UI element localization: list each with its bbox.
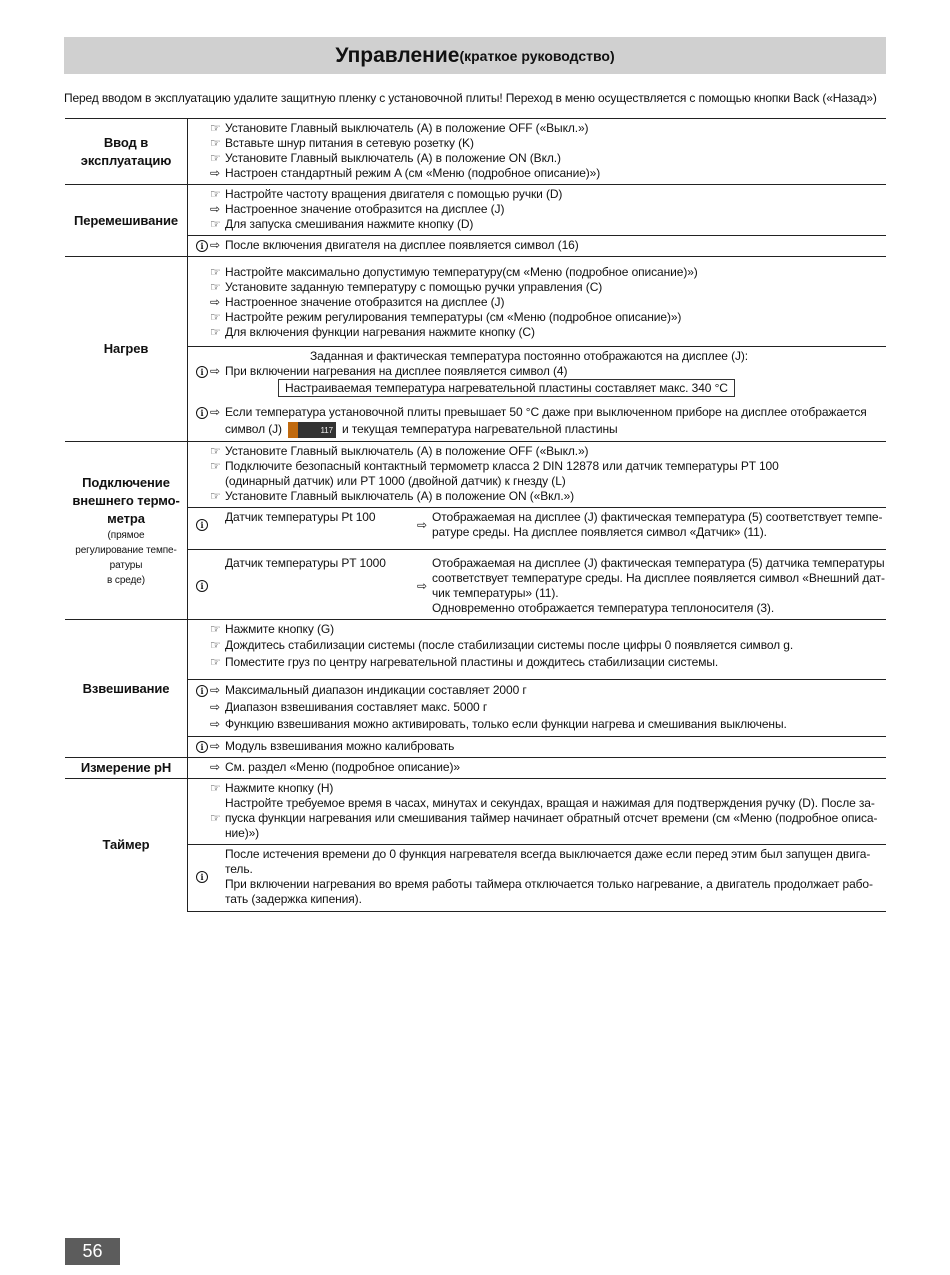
arrow-right-icon: ⇨ xyxy=(210,405,220,419)
page-subtitle: (краткое руководство) xyxy=(459,47,615,64)
content-ext-thermometer xyxy=(188,442,887,508)
arrow-right-icon: ⇨ xyxy=(210,238,220,252)
info-icon: i xyxy=(196,519,208,531)
step: ☞ Нажмите кнопку (G) xyxy=(210,622,334,636)
result: ⇨ См. раздел «Меню (подробное описание)» xyxy=(210,760,460,774)
info-icon: i xyxy=(196,685,208,697)
pointing-hand-icon: ☞ xyxy=(210,489,221,503)
heading-heating-label: Нагрев xyxy=(103,341,149,356)
row-weighing-info xyxy=(65,680,886,737)
row-pt1000 xyxy=(65,550,886,620)
pointing-hand-icon: ☞ xyxy=(210,444,221,458)
heading-stirring-label: Перемешивание xyxy=(73,212,179,228)
pointing-hand-icon: ☞ xyxy=(210,217,221,231)
info-icon: i xyxy=(196,580,208,592)
pt100-line: i Датчик температуры Pt 100 ⇨ Отображаемая на дисплее (J) фактическая температура (5) соответствует темпе- ратуре среды. На дисплее появляется символ «Датчик» (11). xyxy=(196,510,886,540)
hot-surface-display-image: 117 xyxy=(288,422,336,438)
row-ph xyxy=(65,758,886,779)
pointing-hand-icon: ☞ xyxy=(210,622,221,636)
pointing-hand-icon: ☞ xyxy=(210,459,221,473)
content-heating xyxy=(188,257,887,347)
arrow-right-icon: ⇨ xyxy=(210,739,220,753)
row-heating-info xyxy=(65,347,886,442)
info-line: i ⇨ Модуль взвешивания можно калибровать xyxy=(196,739,886,754)
arrow-right-icon: ⇨ xyxy=(417,517,427,532)
step: ☞ Установите Главный выключатель (A) в положение ON (Вкл.) xyxy=(210,151,561,165)
row-heating xyxy=(65,257,886,347)
pointing-hand-icon: ☞ xyxy=(210,310,221,324)
pointing-hand-icon: ☞ xyxy=(210,811,221,825)
page-number: 56 xyxy=(65,1238,120,1265)
step: ☞ Подключите безопасный контактный термометр класса 2 DIN 12878 или датчик температуры PT 100 xyxy=(210,459,779,473)
info-line: i После истечения времени до 0 функция нагревателя всегда выключается даже если перед этим был запущен двига- тель. При включении нагревания во время работы таймера отключается только нагревание, а двигатель продолжает рабо- тать (задержка кипения). xyxy=(196,847,886,907)
step: ☞ Настройте максимально допустимую температуру(см «Меню (подробное описание)») xyxy=(210,265,698,279)
info-line: i ⇨ Максимальный диапазон индикации составляет 2000 г xyxy=(196,682,886,699)
content-pt100 xyxy=(188,508,887,550)
step: ☞ Настройте частоту вращения двигателя с помощью ручки (D) xyxy=(210,187,563,201)
arrow-right-icon: ⇨ xyxy=(210,760,220,774)
step-cont: (одинарный датчик) или PT 1000 (двойной датчик) к гнезду (L) xyxy=(225,474,566,488)
content-timer xyxy=(188,779,887,845)
row-commissioning xyxy=(65,119,886,185)
pointing-hand-icon: ☞ xyxy=(210,265,221,279)
row-ext-thermometer xyxy=(65,442,886,508)
pt100-label: Датчик температуры Pt 100 xyxy=(225,510,376,524)
pointing-hand-icon: ☞ xyxy=(210,280,221,294)
step: ☞ Для запуска смешивания нажмите кнопку (D) xyxy=(210,217,474,231)
content-timer-info xyxy=(188,845,887,912)
content-pt1000 xyxy=(188,550,887,620)
step: ☞ Поместите груз по центру нагревательной пластины и дождитесь стабилизации системы. xyxy=(210,655,719,669)
info-icon: i xyxy=(196,366,208,378)
arrow-right-icon: ⇨ xyxy=(210,166,220,180)
content-stirring-info xyxy=(188,236,887,257)
section-header-bar xyxy=(64,37,886,74)
pointing-hand-icon: ☞ xyxy=(210,151,221,165)
row-weighing xyxy=(65,620,886,680)
intro-text: Перед вводом в эксплуатацию удалите защитную пленку с установочной плиты! Переход в меню осуществляется с помощью кнопки Back («Назад») xyxy=(64,91,877,105)
heading-ph-label: Измерение pH xyxy=(80,760,172,775)
row-timer xyxy=(65,779,886,845)
result: ⇨ Настроенное значение отобразится на дисплее (J) xyxy=(210,295,505,309)
row-timer-info xyxy=(65,845,886,912)
pointing-hand-icon: ☞ xyxy=(210,136,221,150)
step: ☞ Настройте режим регулирования температуры (см «Меню (подробное описание)») xyxy=(210,310,682,324)
arrow-right-icon: ⇨ xyxy=(210,717,220,731)
step: ☞ Установите Главный выключатель (A) в положение OFF («Выкл.») xyxy=(210,444,589,458)
heading-stirring xyxy=(65,185,188,257)
content-stirring xyxy=(188,185,887,236)
heading-ext-thermometer: Подключение внешнего термо- метра (прямое регулирование темпе- ратуры в среде) xyxy=(65,442,188,620)
step: ☞ Установите Главный выключатель (A) в положение ON («Вкл.») xyxy=(210,489,575,503)
step: ☞ Установите заданную температуру с помощью ручки управления (C) xyxy=(210,280,603,294)
content-weighing-calib xyxy=(188,737,887,758)
pointing-hand-icon: ☞ xyxy=(210,781,221,795)
arrow-right-icon: ⇨ xyxy=(210,202,220,216)
info-line: ⇨ Диапазон взвешивания составляет макс. 5000 г xyxy=(210,700,488,714)
heading-heating xyxy=(65,257,188,442)
result: ⇨ Настроенное значение отобразится на дисплее (J) xyxy=(210,202,505,216)
step: ☞ Дождитесь стабилизации системы (после стабилизации системы после цифры 0 появляется символ g. xyxy=(210,638,794,652)
pointing-hand-icon: ☞ xyxy=(210,325,221,339)
quick-guide-table xyxy=(65,118,886,912)
info-icon: i xyxy=(196,871,208,883)
content-ph xyxy=(188,758,887,779)
page-title: Управление xyxy=(335,43,460,67)
info-icon: i xyxy=(196,240,208,252)
info-line: i ⇨ При включении нагревания на дисплее появляется символ (4) xyxy=(196,364,886,379)
content-weighing-info xyxy=(188,680,887,737)
info-line: i ⇨ После включения двигателя на дисплее появляется символ (16) xyxy=(196,238,886,253)
pointing-hand-icon: ☞ xyxy=(210,121,221,135)
step: ☞ Настройте требуемое время в часах, минутах и секундах, вращая и нажимая для подтверждения ручку (D). После за- пуска функции нагревания или смешивания таймер начинает обратный отсчет времени (см «Меню (подробное описа- ние)») xyxy=(210,796,878,840)
step: ☞ Нажмите кнопку (H) xyxy=(210,781,334,795)
pointing-hand-icon: ☞ xyxy=(210,655,221,669)
heading-timer-label: Таймер xyxy=(102,837,150,853)
info-icon: i xyxy=(196,741,208,753)
content-heating-info xyxy=(188,347,887,442)
info-line: i ⇨ Если температура установочной плиты превышает 50 °C даже при выключенном приборе на дисплее отображается xyxy=(196,405,886,420)
content-commissioning xyxy=(188,119,887,185)
content-weighing xyxy=(188,620,887,680)
info-center-text: Заданная и фактическая температура постоянно отображаются на дисплее (J): xyxy=(310,349,749,363)
pt1000-label: Датчик температуры PT 1000 xyxy=(225,556,386,570)
row-stirring-info xyxy=(65,236,886,257)
row-weighing-calib xyxy=(65,737,886,758)
arrow-right-icon: ⇨ xyxy=(210,700,220,714)
heading-commissioning-label: Ввод в эксплуатацию xyxy=(80,134,172,168)
arrow-right-icon: ⇨ xyxy=(210,364,220,378)
row-pt100 xyxy=(65,508,886,550)
arrow-right-icon: ⇨ xyxy=(210,295,220,309)
row-stirring xyxy=(65,185,886,236)
step: ☞ Для включения функции нагревания нажмите кнопку (C) xyxy=(210,325,535,339)
step: ☞ Установите Главный выключатель (A) в положение OFF («Выкл.») xyxy=(210,121,589,135)
pointing-hand-icon: ☞ xyxy=(210,638,221,652)
arrow-right-icon: ⇨ xyxy=(210,683,220,697)
heading-timer xyxy=(65,779,188,912)
arrow-right-icon: ⇨ xyxy=(417,578,427,593)
info-line: ⇨ Функцию взвешивания можно активировать, только если функции нагрева и смешивания выключены. xyxy=(210,717,787,731)
step: ☞ Вставьте шнур питания в сетевую розетку (K) xyxy=(210,136,474,150)
heading-ph xyxy=(65,758,188,779)
pt1000-line: i Датчик температуры PT 1000 ⇨ Отображаемая на дисплее (J) фактическая температура (5) датчика температуры соответствует температуре среды. На дисплее появляется символ «Внешний дат- чик температуры» (11). Одновременно отображается температура теплоносителя (3). xyxy=(196,556,886,616)
info-line-cont: символ (J) 117 и текущая температура нагревательной пластины xyxy=(225,422,618,436)
result: ⇨ Настроен стандартный режим A (см «Меню (подробное описание)») xyxy=(210,166,601,180)
info-icon: i xyxy=(196,407,208,419)
box-note-wrap xyxy=(196,379,886,397)
heading-weighing-label: Взвешивание xyxy=(82,680,170,696)
pointing-hand-icon: ☞ xyxy=(210,187,221,201)
max-temperature-note: Настраиваемая температура нагревательной пластины составляет макс. 340 °C xyxy=(278,379,735,397)
heading-weighing xyxy=(65,620,188,758)
heading-commissioning xyxy=(65,119,188,185)
